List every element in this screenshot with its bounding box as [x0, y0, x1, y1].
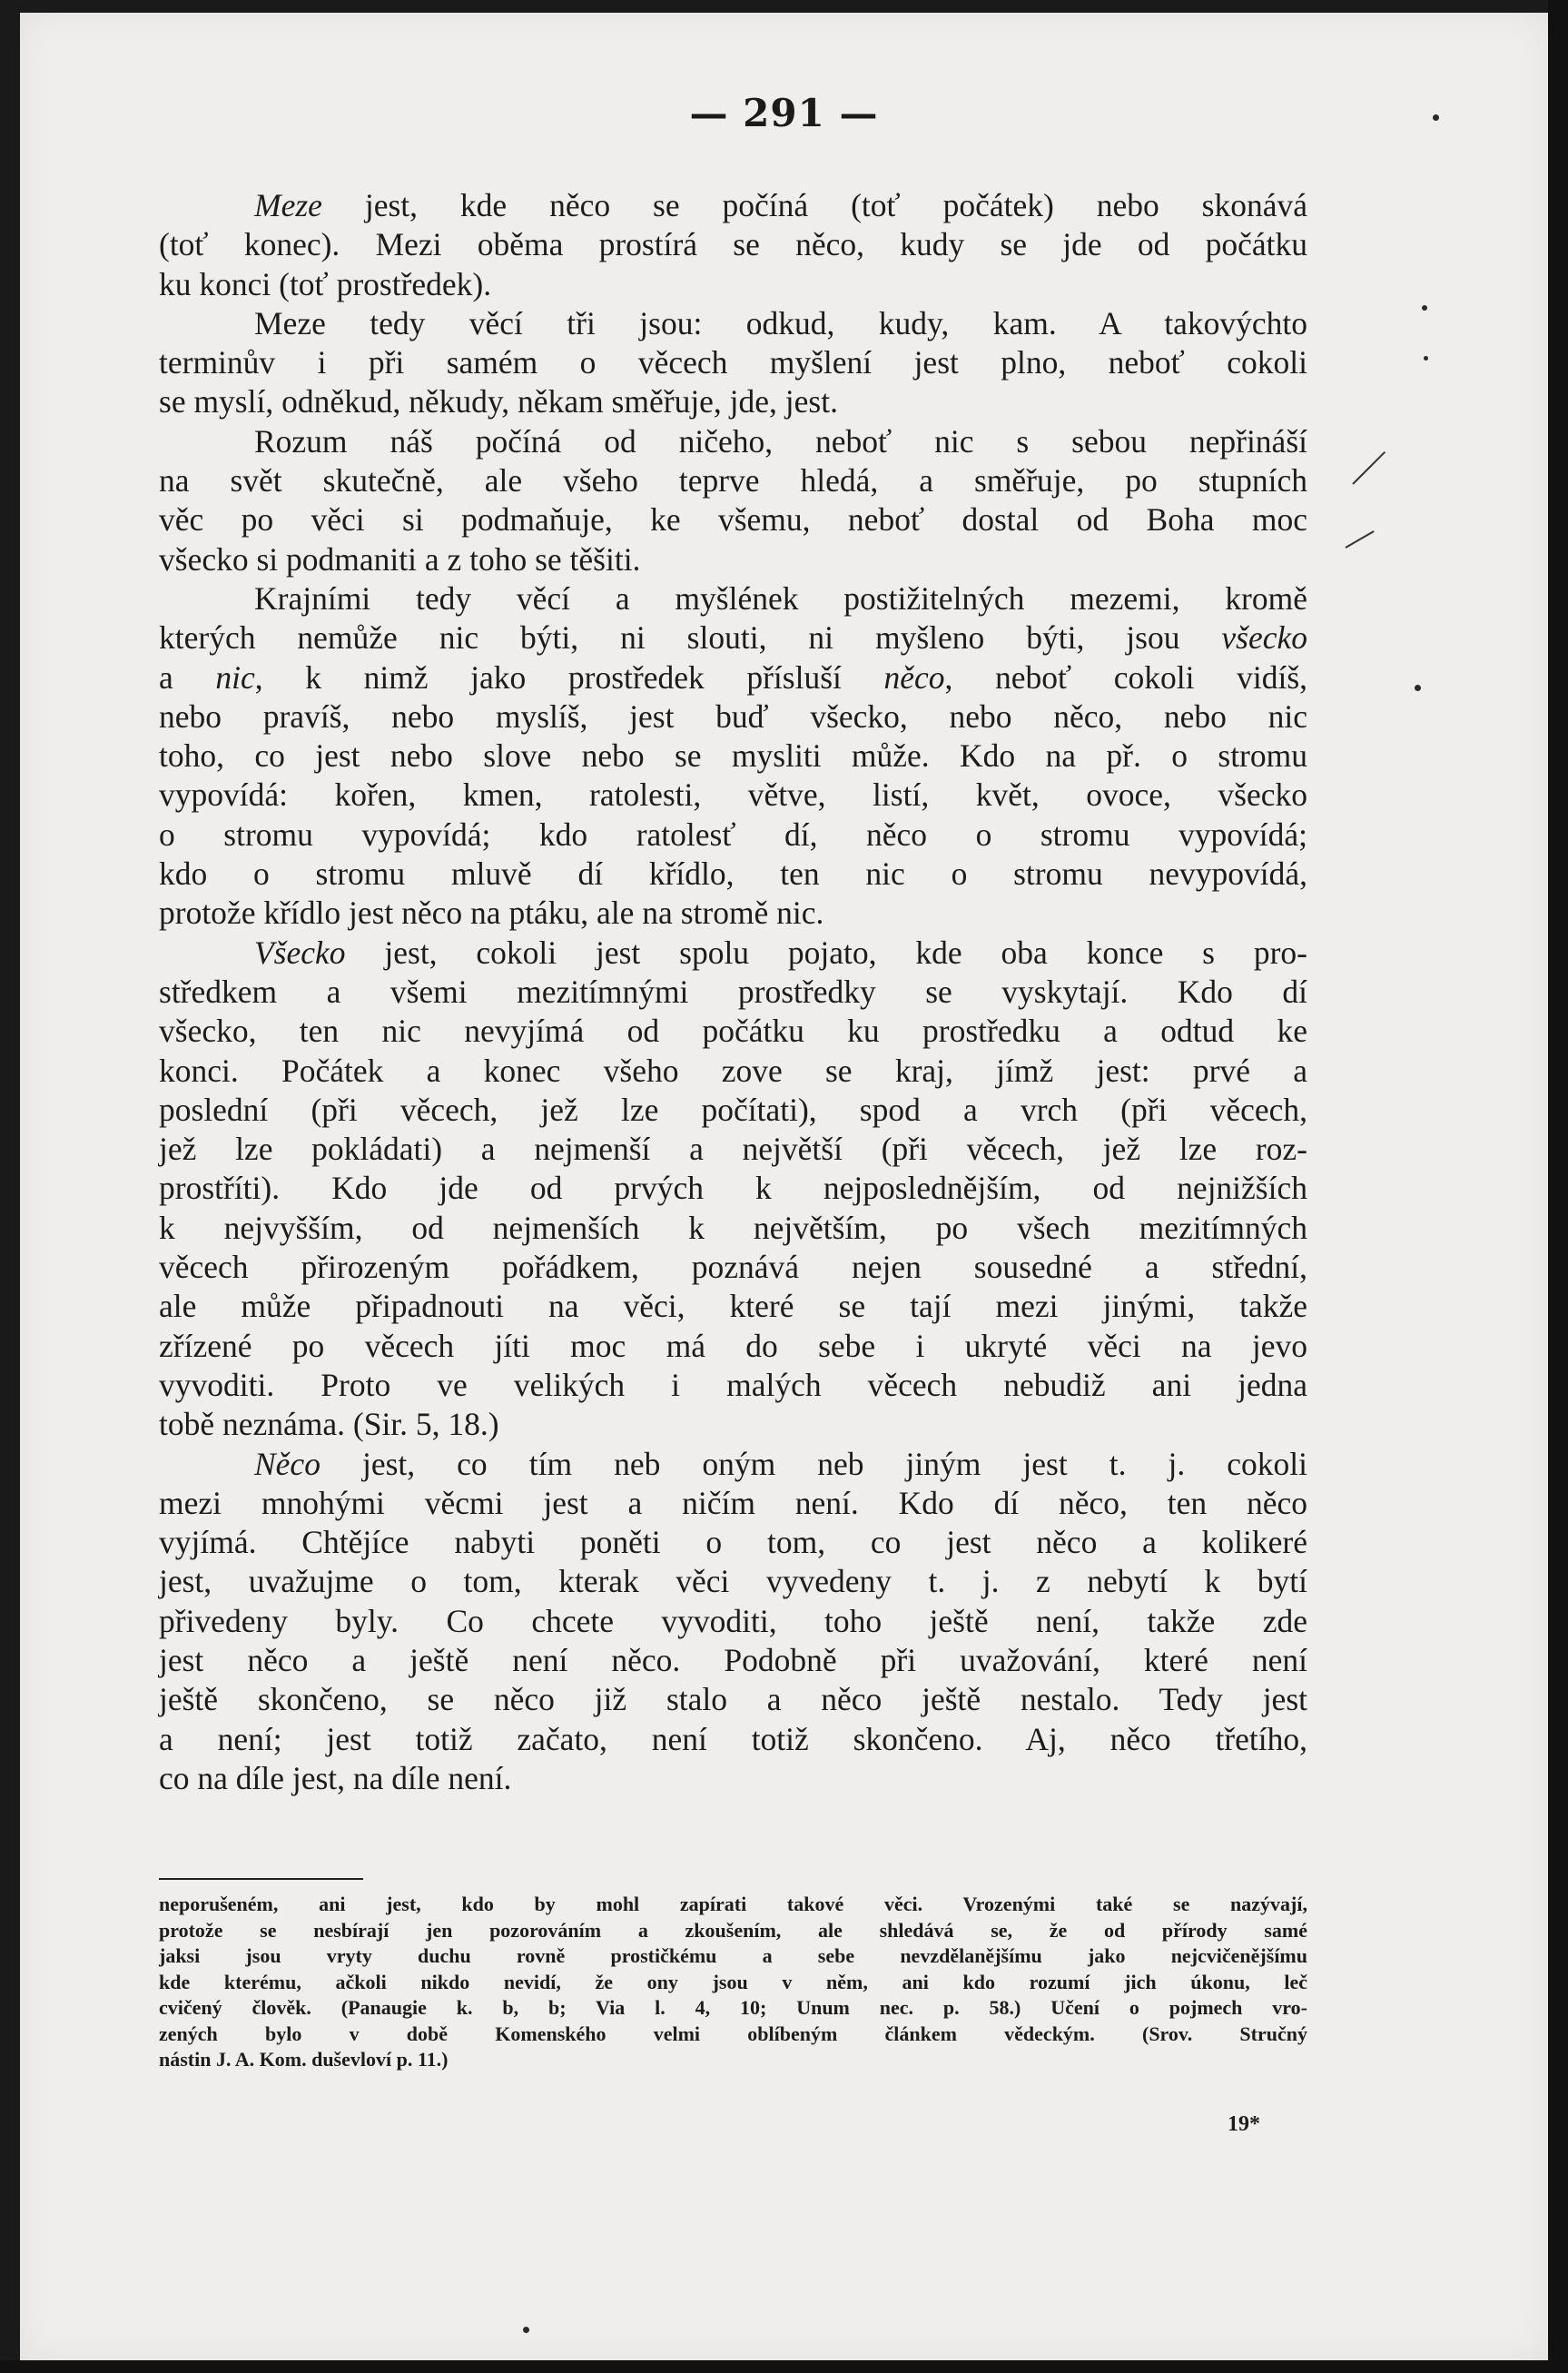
- page-number: — 291 —: [689, 91, 879, 135]
- italic-term: nic: [215, 658, 255, 696]
- text-run: na svět skutečně, ale všeho teprve hledá, a směřuje, po stupních: [159, 462, 1307, 499]
- text-line: [159, 1287, 1307, 1326]
- footnote-line: nástin J. A. Kom. duševloví p. 11.): [159, 2048, 449, 2071]
- text-line: [159, 1759, 1307, 1798]
- text-line: [159, 186, 1307, 225]
- text-run: věc po věci si podmaňuje, ke všemu, neboť dostal od Boha moc: [159, 501, 1307, 539]
- text-run: přivedeny byly. Co chcete vyvoditi, toho ještě není, takže zde: [159, 1602, 1307, 1639]
- scan-speck: [523, 2327, 529, 2333]
- text-line: [159, 540, 1307, 579]
- text-line: [159, 304, 1307, 343]
- text-run: konci. Počátek a konec všeho zove se kraj, jímž jest: prvé a: [159, 1052, 1307, 1089]
- text-run: věcech přirozeným pořádkem, poznává nejen sousedné a střední,: [159, 1249, 1307, 1286]
- text-run: zřízené po věcech jíti moc má do sebe i ukryté věci na jevo: [159, 1327, 1307, 1364]
- text-line: [159, 973, 1307, 1012]
- text-run: jest, cokoli jest spolu pojato, kde oba konce s pro-: [345, 934, 1307, 971]
- paragraph: [159, 422, 1307, 579]
- italic-term: Meze: [254, 187, 322, 223]
- footnote-rule: [159, 1878, 363, 1880]
- text-line: [159, 1366, 1307, 1405]
- scan-speck: [1424, 356, 1428, 361]
- text-line: [159, 500, 1307, 539]
- text-run: o stromu vypovídá; kdo ratolesť dí, něco o stromu vypovídá;: [159, 816, 1307, 853]
- italic-term: Všecko: [254, 934, 346, 971]
- text-line: [159, 422, 1307, 461]
- text-line: [159, 1327, 1307, 1366]
- italic-term: něco: [883, 658, 945, 696]
- text-line: [159, 1130, 1307, 1169]
- paragraph: [159, 1445, 1307, 1799]
- text-run: protože křídlo jest něco na ptáku, ale na stromě nic.: [159, 895, 824, 932]
- text-line: [159, 1209, 1307, 1248]
- text-line: [159, 1562, 1307, 1601]
- text-run: ale může připadnouti na věci, které se tají mezi jinými, takže: [159, 1288, 1307, 1325]
- text-line: [159, 1091, 1307, 1130]
- paragraph: [159, 186, 1307, 304]
- scan-edge-bottom: [0, 2360, 1568, 2373]
- text-run: se myslí, odněkud, někudy, někam směřuje, jde, jest.: [159, 383, 838, 420]
- text-run: Krajními tedy věcí a myšlének postižitelných mezemi, kromě: [254, 579, 1307, 617]
- text-run: Rozum náš počíná od ničeho, neboť nic s sebou nepřináší: [254, 422, 1307, 460]
- text-line: [159, 579, 1307, 618]
- paragraph: [159, 934, 1307, 1445]
- text-run: , k nimž jako prostředek přísluší: [254, 658, 884, 696]
- text-run: a není; jest totiž začato, není totiž skončeno. Aj, něco třetího,: [159, 1720, 1307, 1757]
- text-line: [159, 618, 1307, 658]
- footnote-line: kde kterému, ačkoli nikdo nevidí, že ony jsou v něm, ani kdo rozumí jich úkonu, leč: [159, 1970, 1307, 1993]
- text-line: [159, 894, 1307, 933]
- text-line: [159, 855, 1307, 894]
- text-run: terminův i při samém o věcech myšlení jest plno, neboť cokoli: [159, 344, 1307, 381]
- footnote-line: neporušeném, ani jest, kdo by mohl zapírati takové věci. Vrozenými také se nazývají,: [159, 1893, 1307, 1915]
- text-line: [159, 1169, 1307, 1208]
- text-line: [159, 1720, 1307, 1759]
- text-run: všecko, ten nic nevyjímá od počátku ku prostředku a odtud ke: [159, 1013, 1307, 1050]
- text-run: středkem a všemi mezitímnými prostředky se vyskytají. Kdo dí: [159, 973, 1307, 1010]
- text-run: , neboť cokoli vidíš,: [944, 658, 1308, 696]
- text-line: [159, 343, 1307, 382]
- text-run: mezi mnohými věcmi jest a ničím není. Kdo dí něco, ten něco: [159, 1484, 1307, 1521]
- text-run: (toť konec). Mezi oběma prostírá se něco, kudy se jde od počátku: [159, 226, 1307, 263]
- text-run: ještě skončeno, se něco již stalo a něco ještě nestalo. Tedy jest: [159, 1681, 1307, 1718]
- text-line: [159, 461, 1307, 500]
- text-run: prostříti). Kdo jde od prvých k nejposlednějším, od nejnižších: [159, 1170, 1307, 1207]
- text-run: Meze tedy věcí tři jsou: odkud, kudy, kam. A takovýchto: [254, 304, 1307, 341]
- text-run: poslední (při věcech, jež lze počítati), spod a vrch (při věcech,: [159, 1091, 1307, 1128]
- text-run: nebo pravíš, nebo myslíš, jest buď všecko, nebo něco, nebo nic: [159, 697, 1307, 735]
- text-run: jest, kde něco se počíná (toť počátek) nebo skonává: [321, 187, 1307, 223]
- scan-speck: [1422, 305, 1427, 311]
- text-run: všecko si podmaniti a z toho se těšiti.: [159, 540, 641, 578]
- text-run: jež lze pokládati) a nejmenší a největší (při věcech, jež lze roz-: [159, 1131, 1307, 1168]
- printer-signature: 19*: [1228, 2112, 1260, 2136]
- text-run: jest něco a ještě není něco. Podobně při uvažování, které není: [159, 1641, 1307, 1678]
- text-line: [159, 1052, 1307, 1091]
- italic-term: všecko: [1221, 619, 1307, 657]
- text-line: [159, 737, 1307, 776]
- paragraph: [159, 579, 1307, 934]
- text-run: co na díle jest, na díle není.: [159, 1759, 512, 1796]
- footnote-line: jaksi jsou vryty duchu rovně prostičkému a sebe nevzdělanějšímu jako nejcvičenějšímu: [159, 1944, 1307, 1967]
- text-run: vypovídá: kořen, kmen, ratolesti, větve, listí, květ, ovoce, všecko: [159, 776, 1307, 814]
- text-line: [159, 1602, 1307, 1641]
- text-run: tobě neznáma. (Sir. 5, 18.): [159, 1406, 499, 1443]
- text-line: [159, 1248, 1307, 1287]
- scan-edge-left: [0, 0, 20, 2373]
- text-line: [159, 225, 1307, 264]
- italic-term: Něco: [254, 1445, 321, 1482]
- footnote-line: cvičený člověk. (Panaugie k. b, b; Via l. 4, 10; Unum nec. p. 58.) Učení o pojmech vro-: [159, 1996, 1307, 2019]
- main-text: [159, 186, 1307, 1798]
- text-line: [159, 1641, 1307, 1680]
- text-line: [159, 1484, 1307, 1523]
- text-run: kterých nemůže nic býti, ni slouti, ni myšleno býti, jsou: [159, 619, 1222, 657]
- text-run: k nejvyšším, od nejmenších k největším, po všech mezitímných: [159, 1209, 1307, 1246]
- text-run: toho, co jest nebo slove nebo se mysliti může. Kdo na př. o stromu: [159, 737, 1307, 775]
- scan-edge-top: [0, 0, 1568, 13]
- text-run: a: [159, 658, 216, 696]
- text-line: [159, 1523, 1307, 1562]
- scan-edge-right: [1548, 0, 1568, 2373]
- text-run: vyvoditi. Proto ve velikých i malých věcech nebudiž ani jedna: [159, 1366, 1307, 1403]
- text-run: jest, co tím neb oným neb jiným jest t. j. cokoli: [320, 1445, 1307, 1482]
- text-line: [159, 1445, 1307, 1484]
- paragraph: [159, 304, 1307, 422]
- text-run: vyjímá. Chtějíce nabyti poněti o tom, co jest něco a kolikeré: [159, 1524, 1307, 1561]
- scan-speck: [1415, 685, 1421, 691]
- scan-speck: [1433, 114, 1439, 121]
- text-line: [159, 265, 1307, 304]
- text-line: [159, 658, 1307, 697]
- text-run: jest, uvažujme o tom, kterak věci vyvedeny t. j. z nebytí k bytí: [159, 1563, 1307, 1600]
- text-line: [159, 1012, 1307, 1051]
- text-run: ku konci (toť prostředek).: [159, 265, 492, 302]
- text-line: [159, 697, 1307, 737]
- text-run: kdo o stromu mluvě dí křídlo, ten nic o stromu nevypovídá,: [159, 855, 1307, 893]
- text-line: [159, 382, 1307, 421]
- text-line: [159, 816, 1307, 855]
- text-line: [159, 776, 1307, 815]
- footnote-line: protože se nesbírají jen pozorováním a zkoušením, ale shledává se, že od přírody samé: [159, 1918, 1307, 1942]
- footnote: [159, 1892, 1307, 2073]
- text-line: [159, 934, 1307, 973]
- text-line: [159, 1405, 1307, 1444]
- footnote-line: zených bylo v době Komenského velmi oblíbeným článkem vědeckým. (Srov. Stručný: [159, 2022, 1307, 2045]
- text-line: [159, 1680, 1307, 1719]
